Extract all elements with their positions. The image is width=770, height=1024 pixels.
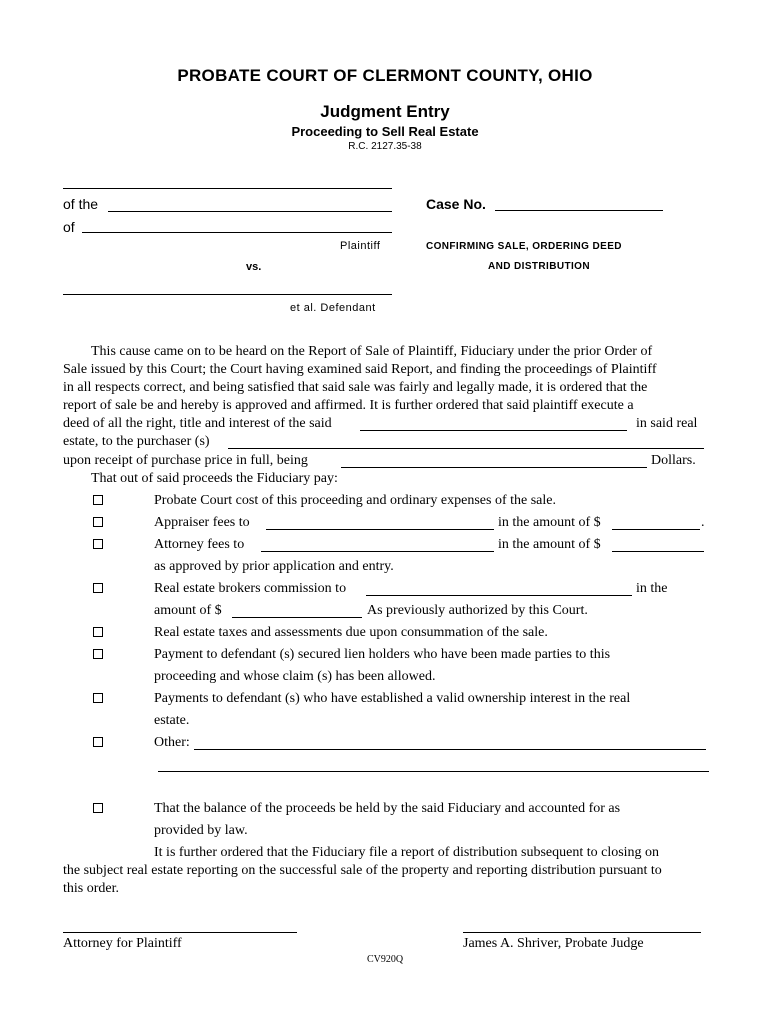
- of-the-label: of the: [63, 196, 99, 212]
- case-no-field[interactable]: [495, 210, 663, 211]
- broker-label: Real estate brokers commission to: [154, 581, 347, 596]
- attorney-amount-field[interactable]: [612, 551, 704, 552]
- ownership-checkbox[interactable]: [93, 693, 103, 703]
- lien-holders-line2: proceeding and whose claim (s) has been allowed.: [154, 669, 436, 684]
- broker-amount-field[interactable]: [232, 617, 362, 618]
- attorney-amount-label: in the amount of $: [498, 537, 601, 552]
- attorney-name-field[interactable]: [261, 551, 494, 552]
- ownership-line1: Payments to defendant (s) who have established a valid ownership interest in the real: [154, 691, 631, 706]
- taxes-text: Real estate taxes and assessments due upon consummation of the sale.: [154, 625, 548, 640]
- other-checkbox[interactable]: [93, 737, 103, 747]
- appraiser-amount-field[interactable]: [612, 529, 700, 530]
- court-cost-text: Probate Court cost of this proceeding and ordinary expenses of the sale.: [154, 493, 557, 508]
- document-title: Judgment Entry: [320, 102, 450, 121]
- grantor-field[interactable]: [360, 430, 627, 431]
- closing-line1: It is further ordered that the Fiduciary file a report of distribution subsequent to closing on: [154, 845, 660, 860]
- vs-label: vs.: [246, 261, 262, 273]
- defendant-label: et al. Defendant: [290, 302, 376, 314]
- lien-holders-checkbox[interactable]: [93, 649, 103, 659]
- lien-holders-line1: Payment to defendant (s) secured lien holders who have been made parties to this: [154, 647, 611, 662]
- document-subtitle: Proceeding to Sell Real Estate: [291, 124, 479, 139]
- balance-checkbox[interactable]: [93, 803, 103, 813]
- other-field-line2[interactable]: [158, 771, 709, 772]
- closing-line3: this order.: [63, 881, 119, 896]
- court-cost-checkbox[interactable]: [93, 495, 103, 505]
- defendant-line[interactable]: [63, 294, 392, 295]
- attorney-label: Attorney fees to: [154, 537, 245, 552]
- appraiser-period: .: [701, 515, 705, 530]
- taxes-checkbox[interactable]: [93, 627, 103, 637]
- balance-line2: provided by law.: [154, 823, 248, 838]
- attorney-note: as approved by prior application and entry.: [154, 559, 394, 574]
- body-line-5: deed of all the right, title and interest of the said: [63, 416, 332, 431]
- body-line-7: upon receipt of purchase price in full, being: [63, 453, 308, 468]
- body-line-5-end: in said real: [636, 416, 698, 431]
- plaintiff-label: Plaintiff: [340, 240, 381, 252]
- statute-reference: R.C. 2127.35-38: [348, 141, 422, 152]
- body-line-6: estate, to the purchaser (s): [63, 434, 210, 449]
- of-field[interactable]: [82, 232, 392, 233]
- appraiser-checkbox[interactable]: [93, 517, 103, 527]
- broker-in-the: in the: [636, 581, 668, 596]
- body-line-1: This cause came on to be heard on the Report of Sale of Plaintiff, Fiduciary under the prior Order of: [91, 344, 653, 359]
- broker-name-field[interactable]: [366, 595, 632, 596]
- body-line-3: in all respects correct, and being satisfied that said sale was fairly and legally made, it is ordered that the: [63, 380, 648, 395]
- purchaser-field[interactable]: [228, 448, 704, 449]
- case-no-label: Case No.: [426, 196, 486, 212]
- body-line-4: report of sale be and hereby is approved and affirmed. It is further ordered that said plaintiff execute a: [63, 398, 634, 413]
- attorney-checkbox[interactable]: [93, 539, 103, 549]
- fiduciary-pay-intro: That out of said proceeds the Fiduciary pay:: [91, 471, 338, 486]
- body-line-2: Sale issued by this Court; the Court having examined said Report, and finding the proceedings of Plaintiff: [63, 362, 657, 377]
- closing-line2: the subject real estate reporting on the successful sale of the property and reporting distribution pursuant to: [63, 863, 662, 878]
- ownership-line2: estate.: [154, 713, 190, 728]
- action-title-line2: AND DISTRIBUTION: [488, 261, 590, 272]
- attorney-signature-line[interactable]: [63, 932, 297, 933]
- appraiser-label: Appraiser fees to: [154, 515, 250, 530]
- appraiser-amount-label: in the amount of $: [498, 515, 601, 530]
- purchase-price-field[interactable]: [341, 467, 647, 468]
- broker-checkbox[interactable]: [93, 583, 103, 593]
- form-number: CV920Q: [366, 954, 404, 965]
- broker-amount-label: amount of $: [154, 603, 222, 618]
- attorney-signature-label: Attorney for Plaintiff: [63, 936, 182, 951]
- other-label: Other:: [154, 735, 190, 750]
- court-name: PROBATE COURT OF CLERMONT COUNTY, OHIO: [177, 66, 593, 85]
- body-line-7-end: Dollars.: [651, 453, 696, 468]
- of-label: of: [63, 219, 75, 235]
- of-the-field[interactable]: [108, 211, 392, 212]
- other-field-line1[interactable]: [194, 749, 706, 750]
- estate-name-line[interactable]: [63, 188, 392, 189]
- balance-line1: That the balance of the proceeds be held by the said Fiduciary and accounted for as: [154, 801, 621, 816]
- judge-signature-label: James A. Shriver, Probate Judge: [463, 936, 644, 951]
- judge-signature-line[interactable]: [463, 932, 701, 933]
- action-title-line1: CONFIRMING SALE, ORDERING DEED: [426, 241, 622, 252]
- appraiser-name-field[interactable]: [266, 529, 494, 530]
- broker-note: As previously authorized by this Court.: [367, 603, 588, 618]
